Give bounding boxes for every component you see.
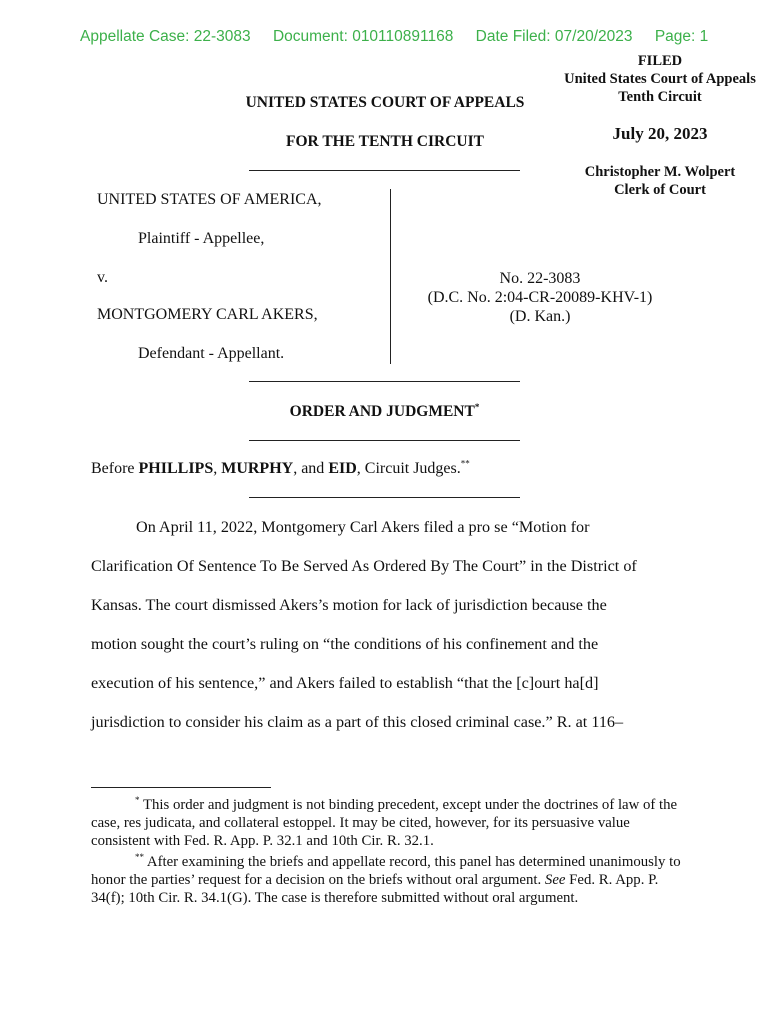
body-line-2: Clarification Of Sentence To Be Served As Ordered By The Court” in the District of (91, 557, 637, 575)
panel-suffix: , Circuit Judges. (356, 460, 461, 477)
clerk-title: Clerk of Court (614, 182, 706, 198)
header-document: Document: 010110891168 (272, 28, 454, 45)
footnote-1 (91, 796, 681, 850)
case-number-block (410, 269, 670, 326)
panel-sep2: , and (293, 460, 329, 477)
footnote-1-text: This order and judgment is not binding precedent, except under the doctrines of law of the case, res judicata, and collateral estoppel. It may be cited, however, for its persuasive value consistent with Fed. R. App. P. 32.1 and 10th Cir. R. 32.1. (91, 797, 678, 849)
footnote-2-text-b: Fed. R. App. P. 34(f); 10th Cir. R. 34.1(G). The case is therefore submitted without oral argument. (91, 872, 659, 906)
divider-panel-bottom (249, 497, 520, 498)
footnote-separator (91, 787, 271, 788)
district: (D. Kan.) (509, 308, 571, 325)
footnote-2 (91, 853, 681, 907)
header-case: Appellate Case: 22-3083 (80, 28, 251, 45)
body-line-6: jurisdiction to consider his claim as a part of this closed criminal case.” R. at 116– (91, 713, 624, 731)
case-number: No. 22-3083 (499, 270, 581, 287)
body-line-1: On April 11, 2022, Montgomery Carl Akers filed a pro se “Motion for (136, 518, 590, 536)
panel-before: Before (91, 460, 139, 477)
body-line-4: motion sought the court’s ruling on “the conditions of his confinement and the (91, 635, 599, 653)
panel-line (91, 460, 470, 478)
body-line-3: Kansas. The court dismissed Akers’s motion for lack of jurisdiction because the (91, 596, 607, 614)
footnote-2-see: See (544, 872, 566, 888)
judgment-title-text: ORDER AND JUDGMENT (289, 403, 475, 420)
stamp-court: United States Court of Appeals (564, 71, 756, 87)
defendant-role: Defendant - Appellant. (138, 345, 285, 362)
court-title-line1: UNITED STATES COURT OF APPEALS (245, 94, 525, 111)
filed-date: July 20, 2023 (612, 124, 708, 143)
footnote-ref-2[interactable]: ** (460, 458, 470, 469)
clerk-block (540, 163, 770, 199)
footnote-1-mark: * (135, 795, 140, 806)
judge-murphy: MURPHY (221, 460, 294, 477)
divider-top (249, 170, 520, 171)
plaintiff-role: Plaintiff - Appellee, (138, 230, 265, 247)
judge-eid: EID (328, 460, 357, 477)
judge-phillips: PHILLIPS (138, 460, 214, 477)
footnote-2-mark: ** (135, 852, 144, 863)
dc-number: (D.C. No. 2:04-CR-20089-KHV-1) (427, 289, 653, 306)
plaintiff-name: UNITED STATES OF AMERICA, (97, 191, 322, 208)
footnote-2-text-a: After examining the briefs and appellate record, this panel has determined unanimously to honor the parties’ request for a decision on the briefs without oral argument. (91, 854, 681, 888)
footnote-ref-1[interactable]: * (474, 401, 480, 412)
clerk-name: Christopher M. Wolpert (584, 164, 736, 180)
defendant-name: MONTGOMERY CARL AKERS, (97, 306, 318, 323)
judgment-title (249, 403, 520, 421)
caption-divider (390, 189, 391, 364)
body-line-5: execution of his sentence,” and Akers failed to establish “that the [c]ourt ha[d] (91, 674, 599, 692)
stamp-circuit: Tenth Circuit (618, 89, 702, 105)
filed-stamp (540, 52, 770, 106)
court-title-line2: FOR THE TENTH CIRCUIT (286, 133, 484, 150)
header-date-filed: Date Filed: 07/20/2023 (475, 28, 633, 45)
divider-title-bottom (249, 440, 520, 441)
panel-sep1: , (213, 460, 222, 477)
header-page: Page: 1 (654, 28, 709, 45)
filed-label: FILED (637, 53, 683, 69)
versus: v. (97, 269, 108, 286)
filing-header (80, 28, 726, 46)
divider-caption-bottom (249, 381, 520, 382)
